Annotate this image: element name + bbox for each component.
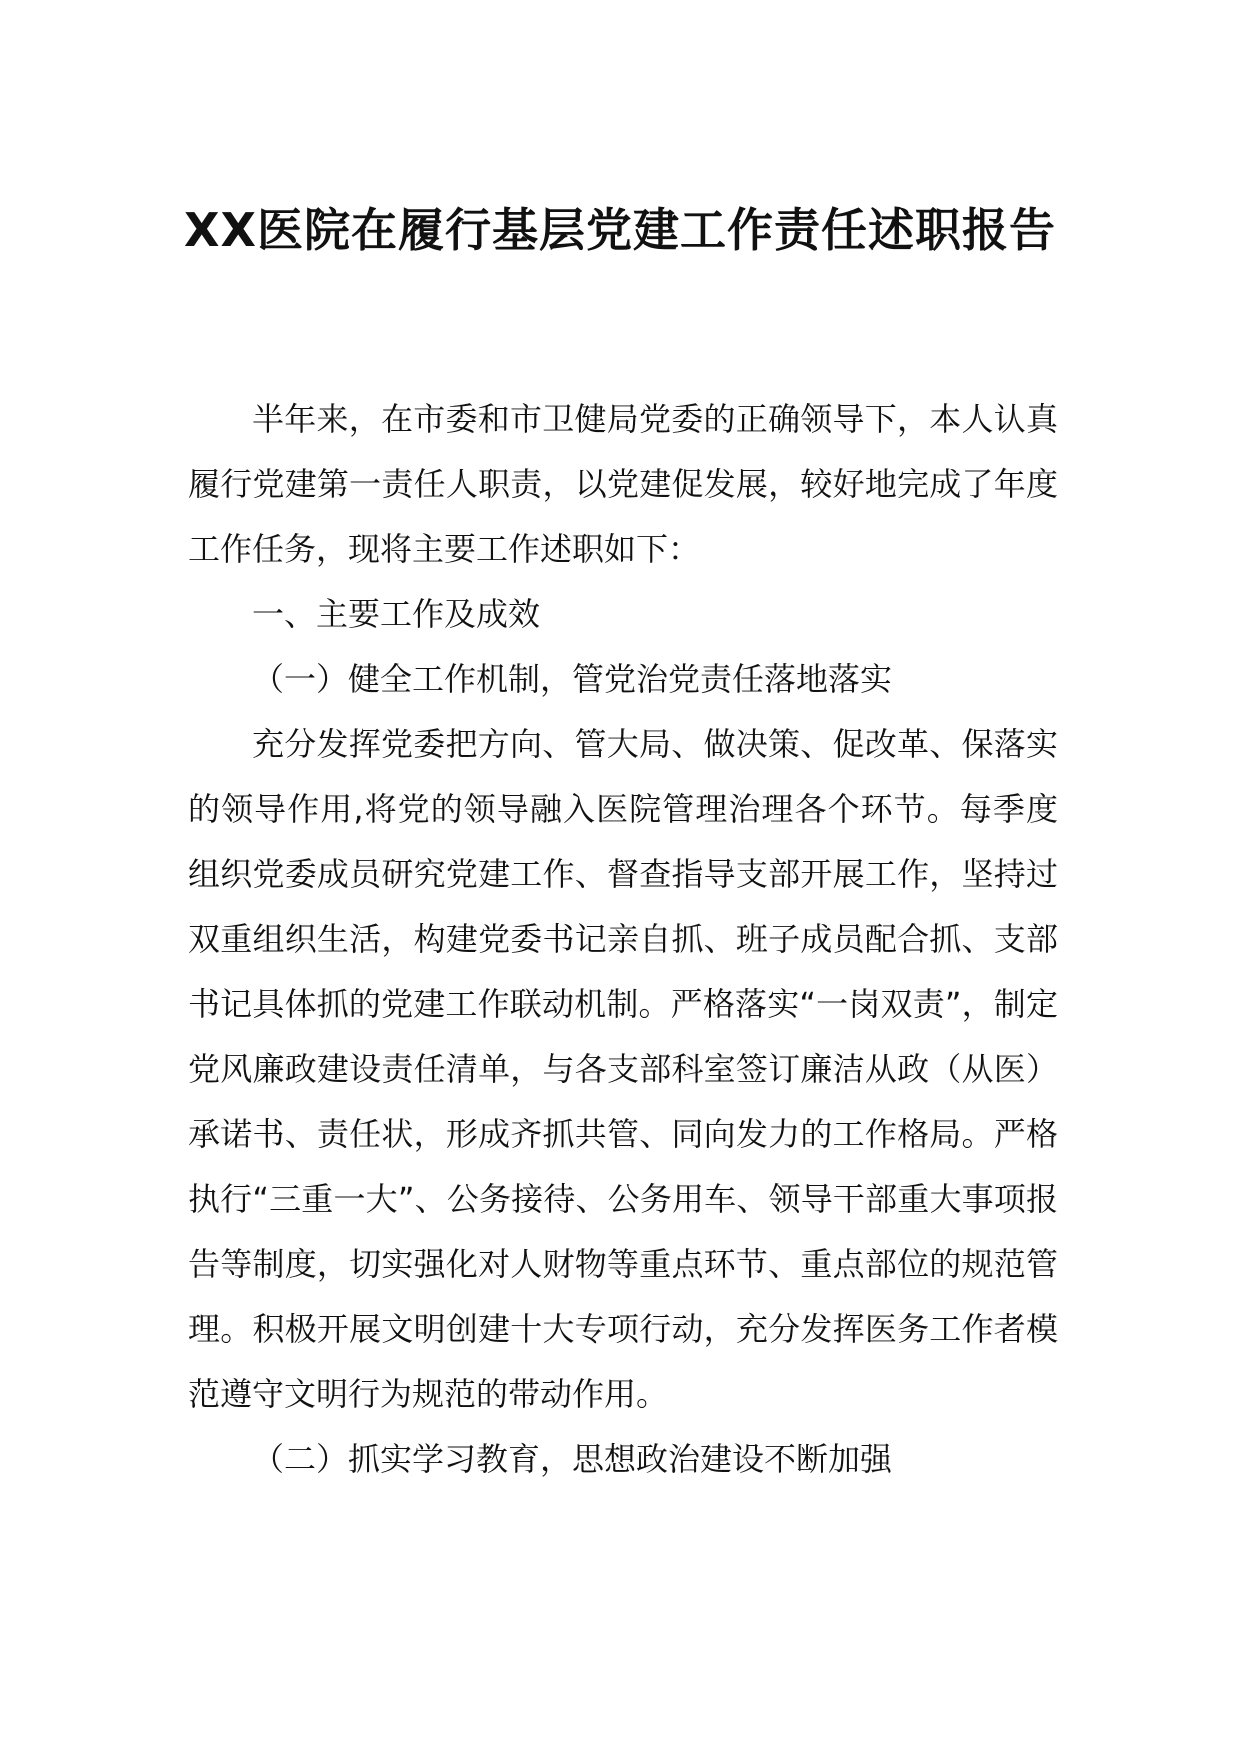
subsection-1-paragraph: 充分发挥党委把方向、管大局、做决策、促改革、保落实的领导作用,将党的领导融入医院管理治理各个环节。每季度组织党委成员研究党建工作、督查指导支部开展工作，坚持过双重组织生活，构建党委书记亲自抓、班子成员配合抓、支部书记具体抓的党建工作联动机制。严格落实“一岗双责”，制定党风廉政建设责任清单，与各支部科室签订廉洁从政（从医）承诺书、责任状，形成齐抓共管、同向发力的工作格局。严格执行“三重一大”、公务接待、公务用车、领导干部重大事项报告等制度，切实强化对人财物等重点环节、重点部位的规范管理。积极开展文明创建十大专项行动，充分发挥医务工作者模范遵守文明行为规范的带动作用。 [188,725,1058,1413]
subsection-heading-1: （一）健全工作机制，管党治党责任落地落实 [252,660,893,698]
intro-paragraph: 半年来，在市委和市卫健局党委的正确领导下，本人认真履行党建第一责任人职责，以党建促发展，较好地完成了年度工作任务，现将主要工作述职如下： [188,400,1058,568]
section-heading: 一、主要工作及成效 [252,595,541,633]
document-title: XX医院在履行基层党建工作责任述职报告 [184,203,1056,257]
subsection-heading-2: （二）抓实学习教育，思想政治建设不断加强 [252,1440,893,1478]
document-body [188,387,1058,1492]
